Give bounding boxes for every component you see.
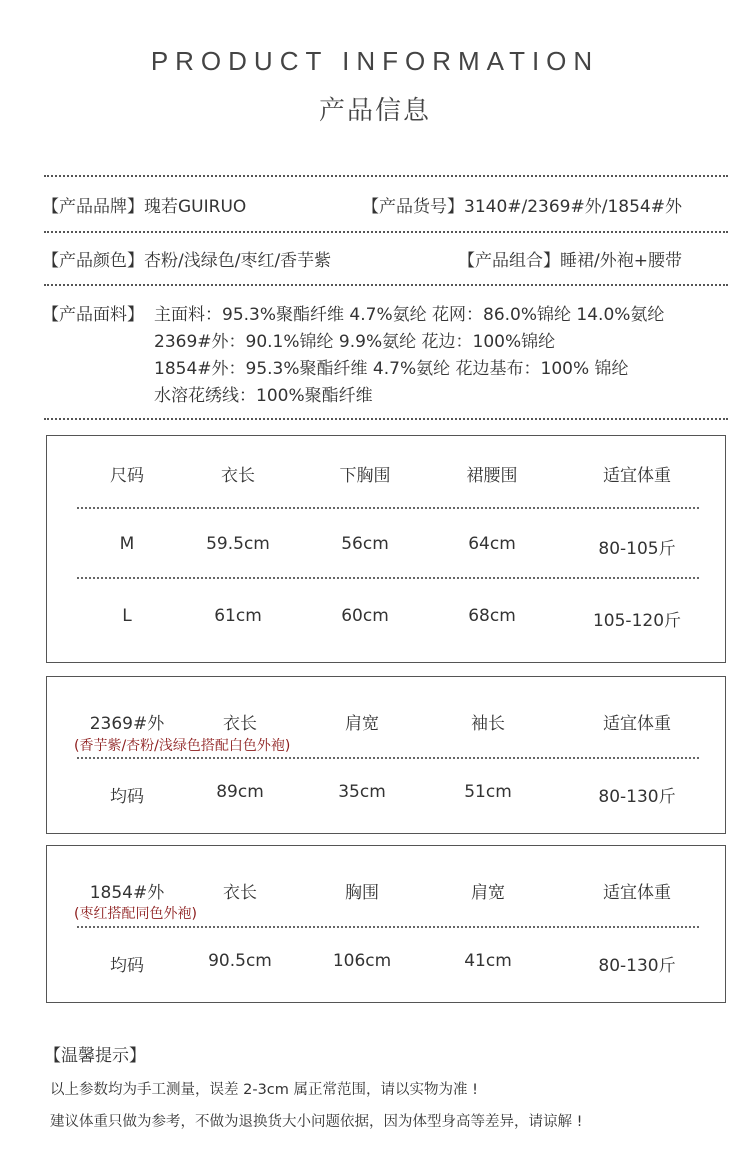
- table-cell: 90.5cm: [208, 951, 272, 971]
- table-header-cell: 衣长: [223, 714, 257, 734]
- divider: [77, 507, 699, 509]
- divider: [77, 757, 699, 759]
- brand-row: [42, 192, 246, 217]
- table-cell: 51cm: [464, 782, 512, 802]
- table-cell: 105-120斤: [592, 611, 682, 631]
- table-cell: 80-105斤: [598, 539, 676, 559]
- sku-label: 【产品货号】: [362, 197, 464, 217]
- table-header-cell: 肩宽: [471, 883, 505, 903]
- table-cell: 60cm: [341, 606, 389, 626]
- tips-line: 建议体重只做为参考，不做为退换货大小问题依据，因为体型身高等差异，请谅解 !: [50, 1114, 583, 1130]
- table-header-cell: 适宜体重: [603, 883, 671, 903]
- table-header-cell: 裙腰围: [466, 466, 518, 486]
- table-cell: 64cm: [468, 534, 516, 554]
- table-header-cell: 1854#外: [89, 883, 165, 903]
- tips-title: 【温馨提示】: [44, 1046, 146, 1066]
- divider: [44, 284, 728, 286]
- table-cell: 68cm: [468, 606, 516, 626]
- table-cell: 41cm: [464, 951, 512, 971]
- sku-row: [362, 192, 682, 217]
- size-table-main: [46, 435, 726, 663]
- material-line: 主面料：95.3%聚酯纤维 4.7%氨纶 花网：86.0%锦纶 14.0%氨纶: [154, 305, 665, 325]
- material-line: 2369#外：90.1%锦纶 9.9%氨纶 花边：100%锦纶: [154, 332, 556, 352]
- table-cell: 均码: [110, 956, 144, 976]
- table-note: (香芋紫/杏粉/浅绿色搭配白色外袍): [74, 738, 291, 754]
- table-cell: 80-130斤: [598, 787, 676, 807]
- table-header-cell: 胸围: [345, 883, 379, 903]
- title-chinese: 产品信息: [318, 96, 431, 126]
- table-header-cell: 适宜体重: [603, 714, 671, 734]
- divider: [77, 926, 699, 928]
- table-header-cell: 衣长: [223, 883, 257, 903]
- combo-row: [458, 246, 682, 271]
- material-line: 水溶花绣线：100%聚酯纤维: [154, 386, 373, 406]
- table-header-cell: 衣长: [221, 466, 255, 486]
- divider: [44, 231, 728, 233]
- table-cell: 35cm: [338, 782, 386, 802]
- table-header-cell: 袖长: [471, 714, 505, 734]
- material-line: 1854#外：95.3%聚酯纤维 4.7%氨纶 花边基布：100% 锦纶: [154, 359, 629, 379]
- table-header-cell: 2369#外: [89, 714, 165, 734]
- table-cell: 59.5cm: [206, 534, 270, 554]
- table-cell: 89cm: [216, 782, 264, 802]
- color-label: 【产品颜色】: [42, 251, 144, 271]
- size-table-robe-1854: [46, 845, 726, 1003]
- size-table-robe-2369: [46, 676, 726, 834]
- table-header-cell: 适宜体重: [603, 466, 671, 486]
- table-cell: L: [122, 606, 132, 626]
- table-cell: 80-130斤: [598, 956, 676, 976]
- color-row: [42, 246, 331, 271]
- table-header-cell: 下胸围: [339, 466, 391, 486]
- combo-value: 睡裙/外袍+腰带: [560, 251, 682, 271]
- divider: [44, 418, 728, 420]
- table-cell: 106cm: [332, 951, 392, 971]
- table-note: (枣红搭配同色外袍): [74, 906, 197, 922]
- title-english: PRODUCT INFORMATION: [150, 46, 600, 76]
- table-cell: 56cm: [341, 534, 389, 554]
- material-label: 【产品面料】: [42, 305, 144, 325]
- table-header-cell: 肩宽: [345, 714, 379, 734]
- brand-label: 【产品品牌】: [42, 197, 144, 217]
- sku-value: 3140#/2369#外/1854#外: [464, 197, 682, 217]
- color-value: 杏粉/浅绿色/枣红/香芋紫: [144, 251, 332, 271]
- table-cell: 61cm: [214, 606, 262, 626]
- table-cell: M: [119, 534, 135, 554]
- brand-value: 瑰若GUIRUO: [144, 197, 247, 217]
- tips-line: 以上参数均为手工测量，误差 2-3cm 属正常范围，请以实物为准 !: [50, 1082, 478, 1098]
- table-header-cell: 尺码: [110, 466, 144, 486]
- divider: [44, 175, 728, 177]
- combo-label: 【产品组合】: [458, 251, 560, 271]
- divider: [77, 577, 699, 579]
- table-cell: 均码: [110, 787, 144, 807]
